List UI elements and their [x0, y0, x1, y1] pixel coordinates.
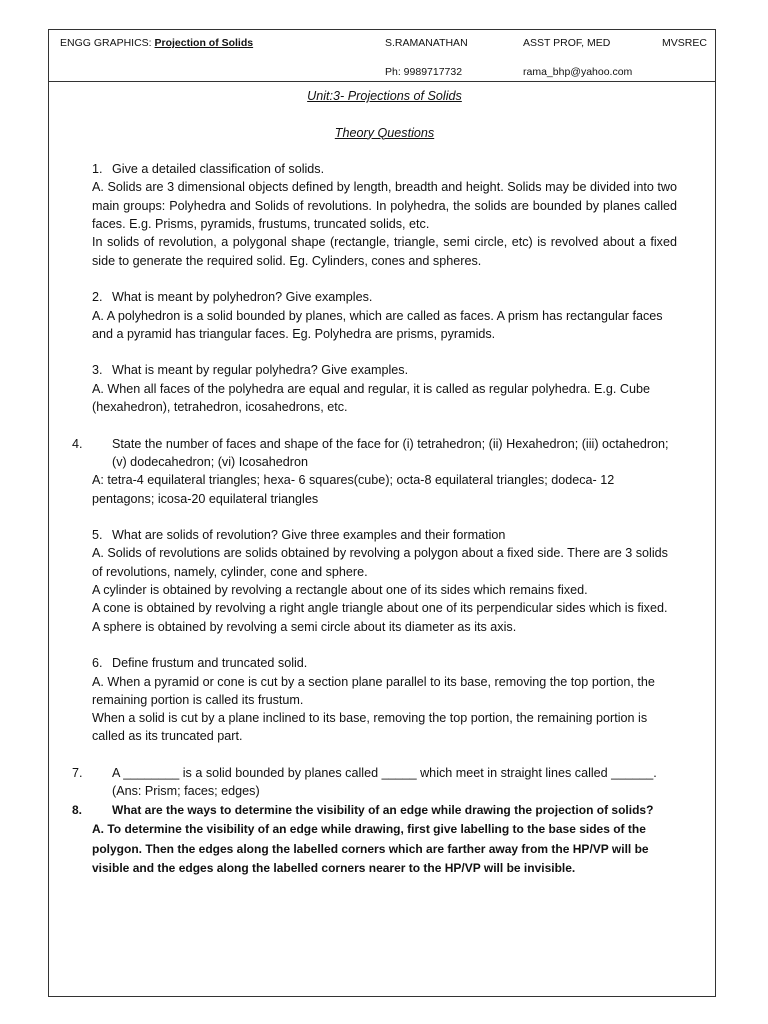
phone: Ph: 9989717732: [385, 66, 463, 78]
question-number: 8.: [72, 802, 83, 817]
question-2: [92, 288, 677, 343]
answer-text: A sphere is obtained by revolving a semi circle about its diameter as its axis.: [92, 619, 517, 634]
answer-text: A. When a pyramid or cone is cut by a section plane parallel to its base, removing the top portion, the remaining portion is called its frustum.: [92, 674, 655, 707]
answer-text: A. When all faces of the polyhedra are equal and regular, it is called as regular polyhedra. E.g. Cube (hexahedron), tetrahedron, icosahedrons, etc.: [92, 381, 650, 415]
course-prefix: ENGG GRAPHICS:: [60, 37, 155, 49]
question-3: [92, 361, 677, 416]
question-text: A ________ is a solid bounded by planes called _____ which meet in straight lines called ______. (Ans: Prism; faces; edges): [112, 765, 657, 799]
question-number: 5.: [92, 528, 103, 543]
question-7: [72, 764, 677, 801]
author-position: ASST PROF, MED: [523, 37, 611, 49]
answer-text: A cone is obtained by revolving a right angle triangle about one of its perpendicular sides which is fixed.: [92, 601, 668, 616]
question-number: 3.: [92, 363, 103, 378]
question-text: What is meant by regular polyhedra? Give examples.: [112, 363, 409, 378]
page-title: Unit:3- Projections of Solids: [307, 89, 462, 103]
institution: MVSREC: [662, 37, 707, 49]
question-number: 2.: [92, 290, 103, 305]
question-number: 4.: [72, 436, 83, 451]
question-4: [72, 435, 677, 508]
question-6: [92, 654, 677, 745]
document-body: [72, 87, 677, 879]
page-subtitle: Theory Questions: [334, 125, 435, 140]
answer-text: In solids of revolution, a polygonal shape (rectangle, triangle, semi circle, etc) is revolved about a fixed side to generate the required solid. Eg. Cylinders, cones and spheres.: [92, 235, 677, 268]
answer-text: A. Solids of revolutions are solids obtained by revolving a polygon about a fixed side. There are 3 solids of revolutions, namely, cylinder, cone and sphere.: [92, 546, 668, 579]
answer-text: A. To determine the visibility of an edge while drawing, first give labelling to the base sides of the polygon. Then the edges along the labelled corners which are farther away from the HP/VP will be visible and the edges along the labelled corners nearer to the HP/VP will be invisible.: [92, 822, 649, 876]
answer-text: A: tetra-4 equilateral triangles; hexa- 6 squares(cube); octa-8 equilateral triangles; dodeca- 12 pentagons; icosa-20 equilateral triangles: [92, 473, 615, 506]
page-header: [49, 30, 715, 82]
question-1: [92, 160, 677, 270]
question-text: What are the ways to determine the visibility of an edge while drawing the projection of solids?: [112, 802, 654, 817]
answer-text: A cylinder is obtained by revolving a rectangle about one of its sides which remains fixed.: [92, 583, 588, 598]
author-name: S.RAMANATHAN: [385, 37, 468, 49]
answer-text: A. Solids are 3 dimensional objects defined by length, breadth and height. Solids may be divided into two main groups: Polyhedra and Solids of revolutions. In polyhedra, the solids are bounded by planes called faces. E.g. Prisms, pyramids, frustums, truncated solids, etc.: [92, 180, 677, 232]
answer-text: A. A polyhedron is a solid bounded by planes, which are called as faces. A prism has rectangular faces and a pyramid has triangular faces. Eg. Polyhedra are prisms, pyramids.: [92, 308, 663, 341]
email: rama_bhp@yahoo.com: [523, 66, 633, 78]
question-number: 7.: [72, 765, 83, 780]
question-text: State the number of faces and shape of the face for (i) tetrahedron; (ii) Hexahedron; (iii) octahedron; (v) dodecahedron; (vi) Icosahedron: [112, 436, 669, 469]
question-number: 1.: [92, 162, 103, 177]
course-topic: Projection of Solids: [154, 37, 254, 49]
question-text: What are solids of revolution? Give three examples and their formation: [112, 528, 506, 543]
answer-text: When a solid is cut by a plane inclined to its base, removing the top portion, the remaining portion is called as its truncated part.: [92, 711, 648, 744]
question-text: Define frustum and truncated solid.: [112, 656, 308, 671]
question-number: 6.: [92, 656, 103, 671]
question-text: What is meant by polyhedron? Give examples.: [112, 290, 373, 305]
question-5: [92, 526, 677, 636]
page-frame: [48, 29, 716, 997]
question-text: Give a detailed classification of solids.: [112, 162, 325, 177]
course-label: [60, 37, 253, 49]
question-8: [72, 801, 677, 879]
